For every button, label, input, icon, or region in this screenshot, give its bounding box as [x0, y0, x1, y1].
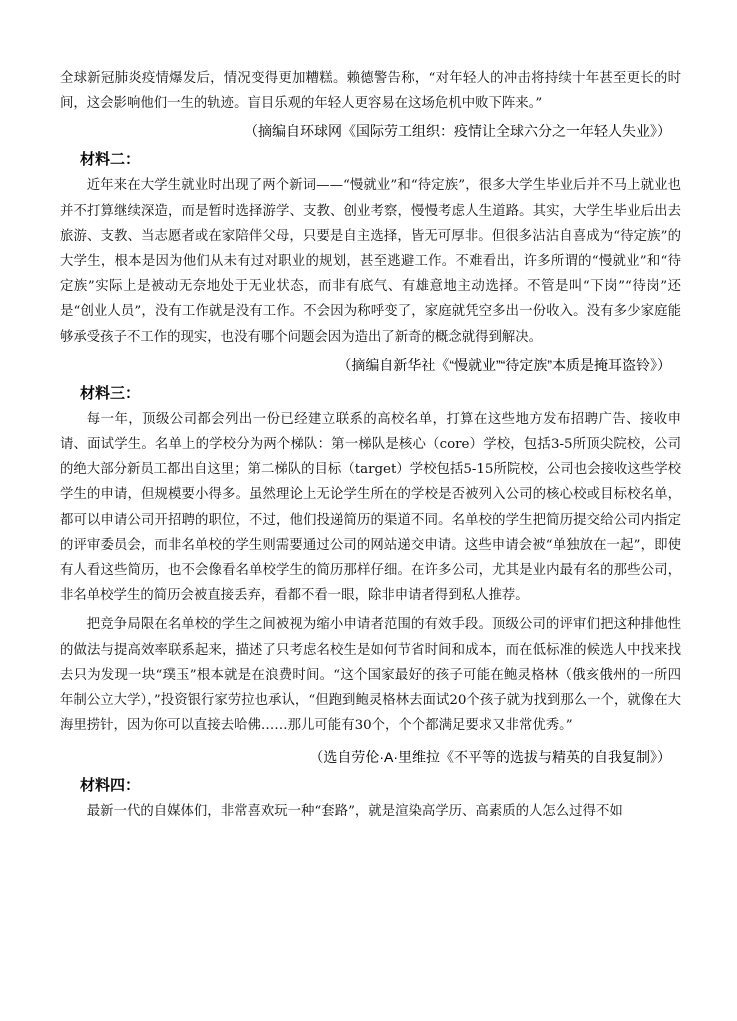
section-heading-4: 材料四：: [80, 777, 141, 795]
material-3-paragraph-1: 每一年，顶级公司都会列出一份已经建立联系的高校名单，打算在这些地方发布招聘广告、接收申请、面试学生。名单上的学校分为两个梯队：第一梯队是核心（core）学校，包括3-5所顶尖院校，公司的绝大部分新员工都出自这里；第二梯队的目标（target）学校包括5-15所院校，公司也会接收这些学校学生的申请，但规模要小得多。虽然理论上无论学生所在的学校是否被列入公司的核心校或目标校名单，都可以申请公司开招聘的职位，不过，他们投递简历的渠道不同。名单校的学生把简历提交给公司内指定的评审委员会，而非名单校的学生则需要通过公司的网站递交申请。这些申请会被“单独放在一起”，即使有人看这些简历，也不会像看名单校学生的简历那样仔细。在许多公司，尤其是业内最有名的那些公司，非名单校学生的简历会被直接丢弃，看都不看一眼，除非申请者得到私人推荐。: [60, 411, 681, 604]
source-citation-2: （摘编自新华社《“慢就业”“待定族”本质是掩耳盗铃》）: [337, 356, 671, 373]
material-3-paragraph-2: 把竞争局限在名单校的学生之间被视为缩小申请者范围的有效手段。顶级公司的评审们把这种排他性的做法与提高效率联系起来，描述了只考虑名校生是如何节省时间和成本，而在低标准的候选人中找来找去只为发现一块“璞玉”根本就是在浪费时间。“这个国家最好的孩子可能在鲍灵格林（俄亥俄州的一所四年制公立大学），”投资银行家劳拉也承认，“但跑到鲍灵格林去面试20个孩子就为找到那么一个，就像在大海里捞针，因为你可以直接去哈佛……那儿可能有30个，个个都满足要求又非常优秀。”: [60, 617, 681, 734]
intro-paragraph: 全球新冠肺炎疫情爆发后，情况变得更加糟糕。赖德警告称，“对年轻人的冲击将持续十年甚至更长的时间，这会影响他们一生的轨迹。盲目乐观的年轻人更容易在这场危机中败下阵来。”: [60, 71, 681, 112]
source-citation-1: （摘编自环球网《国际劳工组织：疫情让全球六分之一年轻人失业》）: [244, 123, 671, 140]
material-4-paragraph: 最新一代的自媒体们，非常喜欢玩一种“套路”，就是渲染高学历、高素质的人怎么过得不如: [86, 804, 623, 820]
section-heading-3: 材料三：: [80, 384, 141, 402]
material-2-paragraph: 近年来在大学生就业时出现了两个新词——“慢就业”和“待定族”，很多大学生毕业后并不马上就业也并不打算继续深造，而是暂时选择游学、支教、创业考察，慢慢考虑人生道路。其实，大学生毕业后出去旅游、支教、当志愿者或在家陪伴父母，只要是自主选择，皆无可厚非。但很多沾沾自喜成为“待定族”的大学生，根本是因为他们从未有过对职业的规划，甚至逃避工作。不难看出，许多所谓的“慢就业”和“待定族”实际上是被动无奈地处于无业状态，而非有底气、有雄意地主动选择。不管是叫“下岗”“待岗”还是“创业人员”，没有工作就是没有工作。不会因为称呼变了，家庭就凭空多出一份收入。没有多少家庭能够承受孩子不工作的现实，也没有哪个问题会因为造出了新奇的概念就得到解决。: [60, 178, 681, 345]
section-heading-2: 材料二：: [80, 151, 141, 169]
source-citation-3: （选自劳伦·A·里维拉《不平等的选拔与精英的自我复制》）: [309, 749, 671, 766]
